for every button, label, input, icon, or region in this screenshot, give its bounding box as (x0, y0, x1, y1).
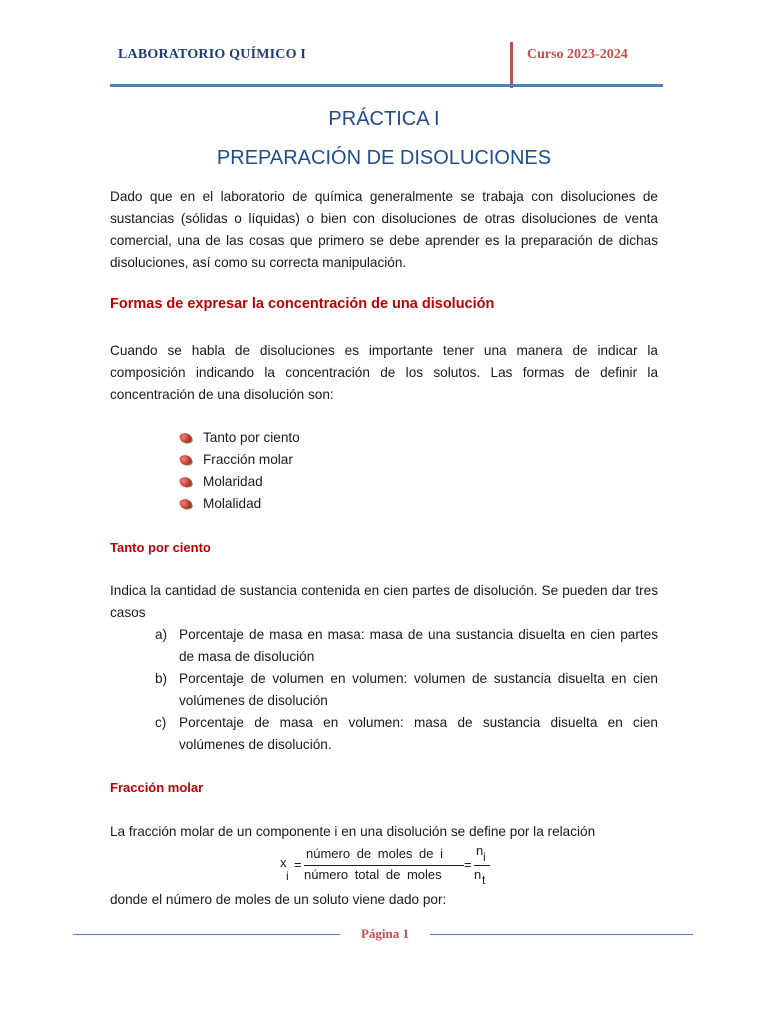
footer-rule-left (73, 934, 340, 935)
list-item-text: Porcentaje de masa en masa: masa de una sustancia disuelta en cien partes de masa de disolución (179, 627, 658, 664)
header-course-title: LABORATORIO QUÍMICO I (118, 47, 307, 62)
page-number: Página 1 (360, 926, 410, 941)
list-item-label: Molaridad (203, 474, 263, 489)
flower-bullet-icon (179, 454, 192, 467)
list-item-text: Porcentaje de volumen en volumen: volumen de sustancia disuelta en cien volúmenes de disolución (179, 671, 658, 708)
formula-n-top-subscript: i (483, 850, 486, 864)
list-item (180, 471, 300, 493)
list-item-marker: b) (155, 671, 168, 686)
list-item-marker: c) (155, 715, 167, 730)
concentration-forms-list (180, 427, 300, 515)
list-item (155, 712, 658, 756)
section-heading-concentration: Formas de expresar la concentración de una disolución (110, 296, 495, 312)
list-item (180, 449, 300, 471)
formula-equals: = (464, 857, 472, 872)
header-separator (510, 42, 513, 88)
list-item (155, 624, 658, 668)
molar-fraction-paragraph: La fracción molar de un componente i en una disolución se define por la relación (110, 824, 596, 839)
header-course-year: Curso 2023-2024 (527, 47, 628, 62)
formula-numerator: número de moles de i (306, 846, 444, 861)
list-item-text: Porcentaje de masa en volumen: masa de sustancia disuelta en cien volúmenes de disolución. (179, 715, 658, 752)
intro-paragraph: Dado que en el laboratorio de química generalmente se trabaja con disoluciones de sustancias (sólidas o líquidas) o bien con disoluciones de otras disoluciones de venta comercial, una de las cosas que primero se debe aprender es la preparación de dichas disoluciones, así como su correcta manipulación. (110, 189, 658, 270)
percentage-paragraph: Indica la cantidad de sustancia contenida en cien partes de disolución. Se pueden dar tres casos (110, 583, 658, 620)
formula-fraction-bar (474, 865, 490, 866)
formula-fraction-bar (304, 865, 464, 866)
section-heading-percentage: Tanto por ciento (110, 540, 211, 555)
list-item (180, 427, 300, 449)
footer-rule-right (430, 934, 693, 935)
formula-n-bottom: n (474, 867, 482, 882)
practice-subtitle: PREPARACIÓN DE DISOLUCIONES (216, 147, 552, 169)
list-item (180, 493, 300, 515)
formula-lhs-subscript: i (286, 869, 289, 883)
list-item-label: Molalidad (203, 496, 262, 511)
flower-bullet-icon (179, 476, 192, 489)
formula-equals: = (294, 857, 302, 872)
list-item-label: Fracción molar (203, 452, 293, 467)
moles-paragraph: donde el número de moles de un soluto viene dado por: (110, 892, 447, 907)
practice-title: PRÁCTICA I (328, 108, 440, 130)
header-rule (110, 84, 663, 87)
section-heading-molar-fraction: Fracción molar (110, 780, 204, 795)
concentration-paragraph: Cuando se habla de disoluciones es importante tener una manera de indicar la composición indicando la concentración de los solutos. Las formas de definir la concentración de una disolución son: (110, 343, 658, 402)
formula-lhs: x (280, 855, 287, 870)
list-item-label: Tanto por ciento (203, 430, 300, 445)
list-item-marker: a) (155, 627, 168, 642)
percentage-cases-list (155, 624, 658, 756)
formula-n-bottom-subscript: t (482, 873, 486, 887)
formula-n-top: n (476, 843, 484, 858)
formula-denominator: número total de moles (304, 867, 442, 882)
flower-bullet-icon (179, 498, 192, 511)
flower-bullet-icon (179, 432, 192, 445)
list-item (155, 668, 658, 712)
